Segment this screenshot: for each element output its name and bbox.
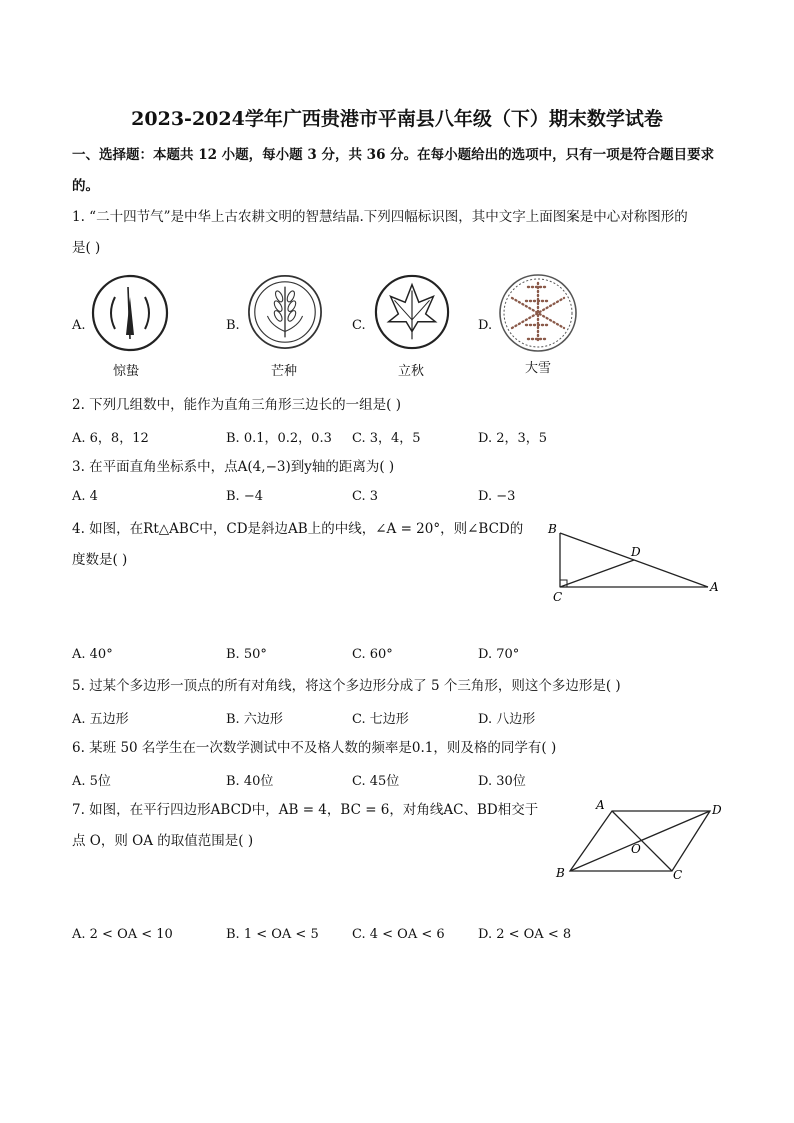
liqiu-emblem-icon: [373, 273, 451, 351]
question-1-stem-line2: 是( ): [72, 240, 101, 256]
q3-option-b: B. −4: [226, 489, 263, 504]
q7-label-o: O: [631, 842, 641, 856]
q3-option-d: D. −3: [478, 489, 516, 504]
q4-option-b: B. 50°: [226, 647, 267, 662]
q3-option-a: A. 4: [72, 489, 98, 504]
q4-label-a: A: [710, 580, 719, 594]
q1-caption-mangzhong: 芒种: [271, 364, 298, 379]
q3-option-c: C. 3: [352, 489, 379, 504]
q7-option-c: C. 4 < OA < 6: [352, 927, 445, 942]
q7-option-d: D. 2 < OA < 8: [478, 927, 572, 942]
question-4-stem-line1: 4. 如图，在Rt△ABC中，CD是斜边AB上的中线，∠A = 20°，则∠BCD的: [72, 521, 524, 537]
jingzhe-emblem-icon: [90, 273, 170, 353]
q7-label-d: D: [712, 803, 722, 817]
q5-option-a: A. 五边形: [72, 712, 129, 727]
q7-parallelogram-figure: [548, 795, 738, 890]
q7-label-c: C: [673, 868, 683, 882]
q1-caption-daxue: 大雪: [525, 361, 552, 376]
q5-option-b: B. 六边形: [226, 712, 283, 727]
q4-option-c: C. 60°: [352, 647, 393, 662]
q4-option-a: A. 40°: [72, 647, 113, 662]
q4-label-d: D: [631, 545, 641, 559]
question-4-stem-line2: 度数是( ): [72, 552, 128, 568]
question-5-stem: 5. 过某个多边形一顶点的所有对角线，将这个多边形分成了 5 个三角形，则这个多边形是( ): [72, 678, 621, 694]
q5-option-d: D. 八边形: [478, 712, 536, 727]
q2-option-c: C. 3，4，5: [352, 431, 421, 446]
q7-option-a: A. 2 < OA < 10: [72, 927, 173, 942]
q5-option-c: C. 七边形: [352, 712, 409, 727]
q7-label-a: A: [596, 798, 605, 812]
q1-caption-liqiu: 立秋: [398, 364, 425, 379]
q1-option-d-letter: D.: [478, 318, 493, 333]
q1-option-a-letter: A.: [72, 318, 86, 333]
q4-right-triangle-figure: [540, 515, 730, 605]
q4-label-b: B: [548, 522, 557, 536]
q6-option-b: B. 40位: [226, 774, 274, 789]
q7-option-b: B. 1 < OA < 5: [226, 927, 319, 942]
page-title: 2023-2024学年广西贵港市平南县八年级（下）期末数学试卷: [131, 108, 663, 130]
daxue-emblem-icon: [498, 273, 578, 353]
question-7-stem-line2: 点 O，则 OA 的取值范围是( ): [72, 833, 254, 849]
question-7-stem-line1: 7. 如图，在平行四边形ABCD中，AB = 4，BC = 6，对角线AC、BD相交于: [72, 802, 539, 818]
q6-option-d: D. 30位: [478, 774, 526, 789]
q2-option-d: D. 2，3，5: [478, 431, 548, 446]
q6-option-c: C. 45位: [352, 774, 400, 789]
q1-caption-jingzhe: 惊蛰: [113, 364, 140, 379]
q2-option-a: A. 6，8，12: [72, 431, 149, 446]
question-2-stem: 2. 下列几组数中，能作为直角三角形三边长的一组是( ): [72, 397, 401, 413]
q2-option-b: B. 0.1，0.2，0.3: [226, 431, 332, 446]
q1-option-b-letter: B.: [226, 318, 240, 333]
q7-label-b: B: [556, 866, 565, 880]
question-3-stem: 3. 在平面直角坐标系中，点A(4,−3)到y轴的距离为( ): [72, 459, 395, 475]
q6-option-a: A. 5位: [72, 774, 111, 789]
section-header-line1: 一、选择题：本题共 12 小题，每小题 3 分，共 36 分。在每小题给出的选项中，只有一项是符合题目要求: [72, 147, 715, 163]
mangzhong-emblem-icon: [246, 273, 324, 351]
q1-option-c-letter: C.: [352, 318, 366, 333]
question-1-stem-line1: 1. “二十四节气”是中华上古农耕文明的智慧结晶.下列四幅标识图，其中文字上面图案是中心对称图形的: [72, 209, 688, 225]
q4-label-c: C: [553, 590, 563, 604]
section-header-line2: 的。: [72, 178, 99, 194]
q4-option-d: D. 70°: [478, 647, 520, 662]
question-6-stem: 6. 某班 50 名学生在一次数学测试中不及格人数的频率是0.1，则及格的同学有( ): [72, 740, 557, 756]
